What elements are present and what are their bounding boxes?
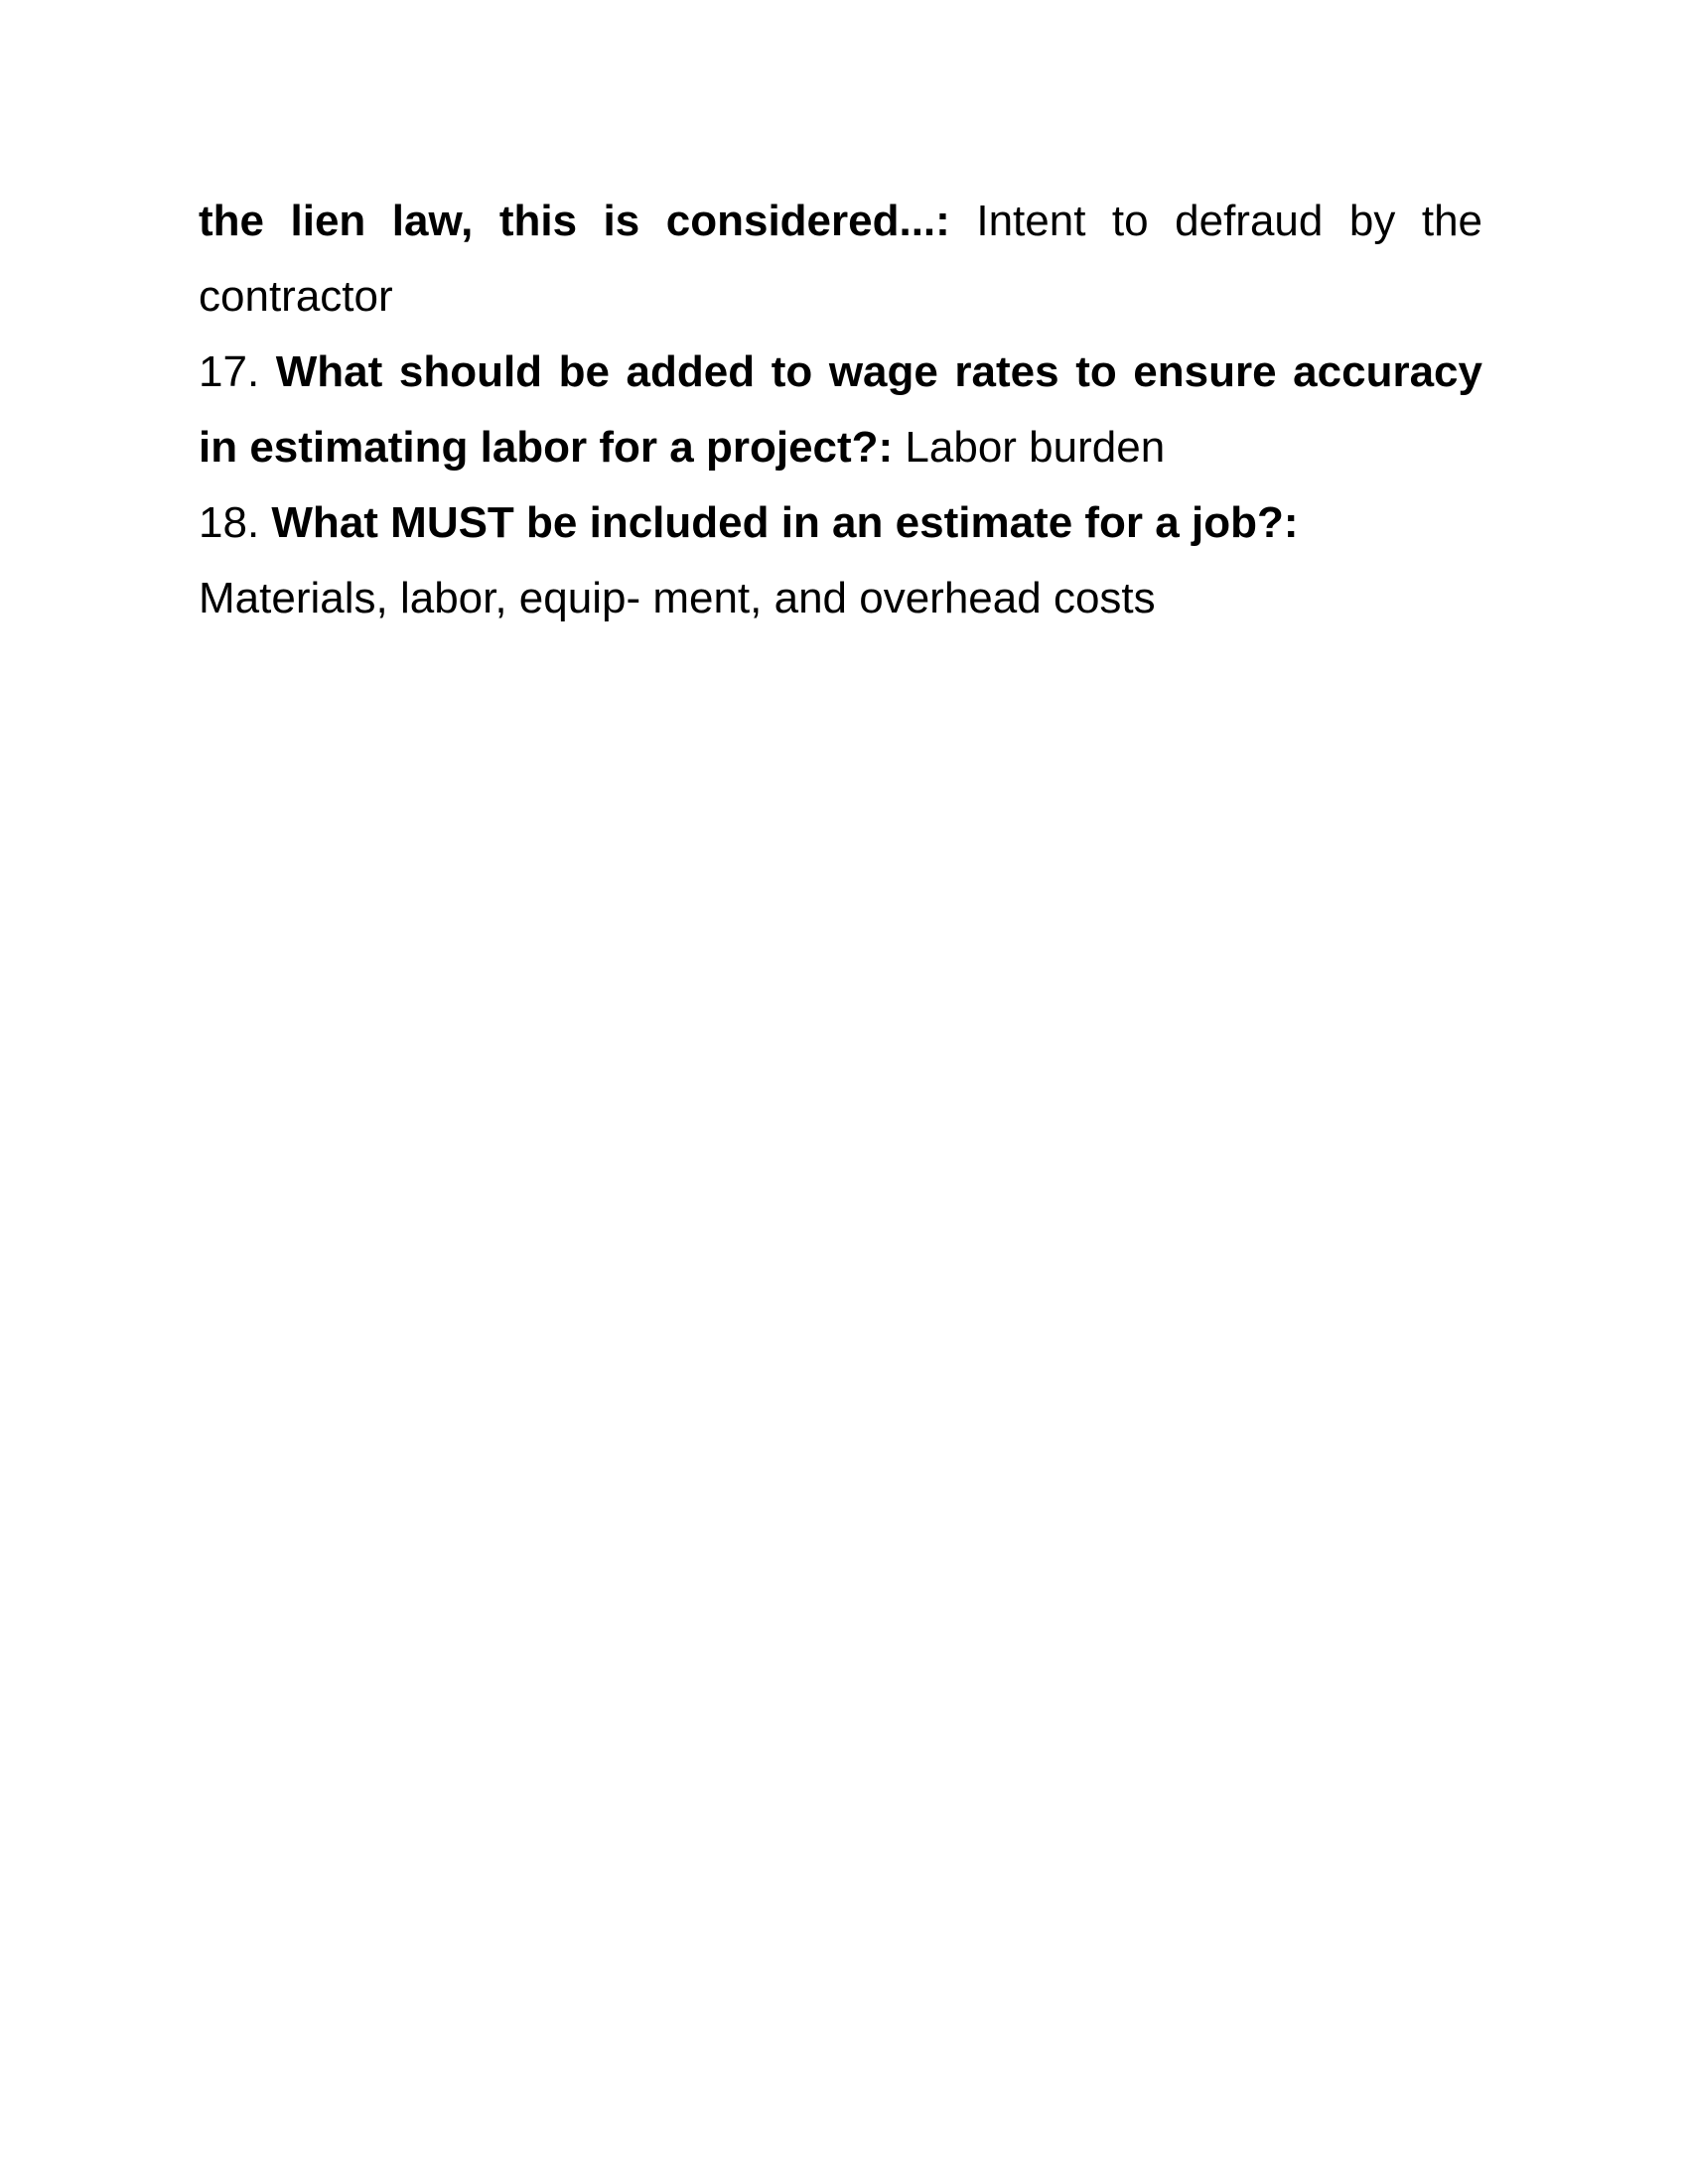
question-text: What should be added to wage rates to ensure accuracy in estimating labor for a project?:: [199, 347, 1482, 472]
item-number: 17.: [199, 347, 260, 396]
answer-text: Materials, labor, equip- ment, and overhead costs: [199, 574, 1156, 622]
qa-item-continued: [199, 184, 1482, 335]
answer-text: Labor burden: [905, 423, 1166, 472]
qa-item-17: [199, 335, 1482, 485]
page-content: [199, 184, 1482, 636]
item-number: 18.: [199, 498, 260, 547]
qa-item-18: [199, 485, 1482, 636]
question-text: What MUST be included in an estimate for a job?:: [271, 498, 1299, 547]
question-text: the lien law, this is considered...:: [199, 197, 950, 245]
answer-text: Intent to defraud by the contractor: [199, 197, 1483, 321]
